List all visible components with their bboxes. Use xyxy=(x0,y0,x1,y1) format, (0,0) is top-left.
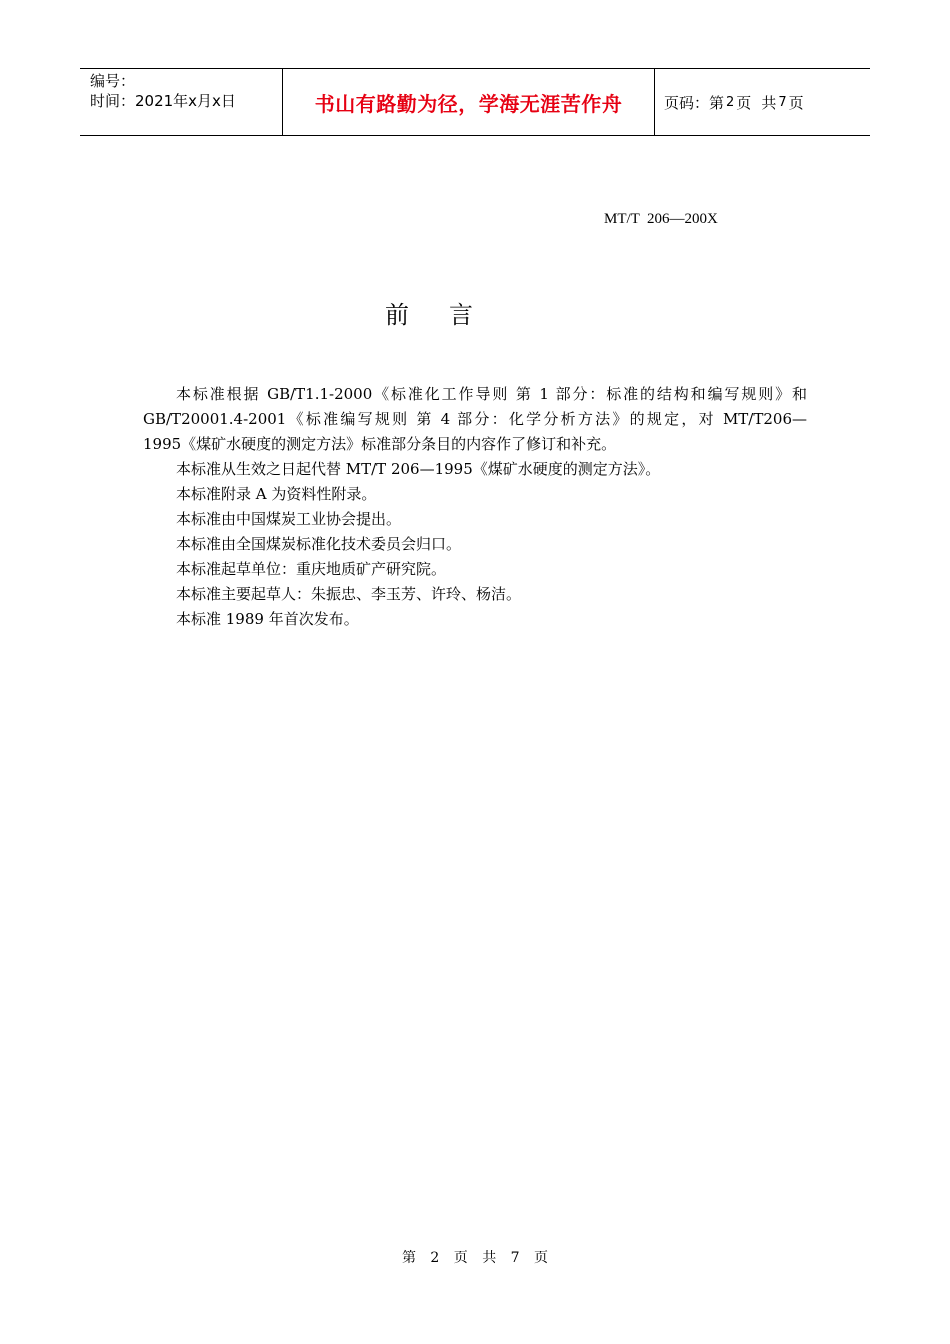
footer-suffix: 页 xyxy=(534,1250,549,1266)
footer-total-prefix: 共 xyxy=(482,1250,497,1266)
paragraph: 本标准由中国煤炭工业协会提出。 xyxy=(176,510,402,528)
paragraph: 本标准从生效之日起代替 MT/T 206—1995《煤矿水硬度的测定方法》。 xyxy=(176,460,661,478)
page-suffix: 页 xyxy=(788,93,804,112)
header-page-number xyxy=(655,69,870,135)
header-motto: 书山有路勤为径，学海无涯苦作舟 xyxy=(282,69,655,135)
paragraph-line: 本标准根据 GB/T1.1-2000《标准化工作导则 第 1 部分：标准的结构和编写规则》和 xyxy=(176,385,807,403)
page-current: 2 xyxy=(726,94,735,110)
paragraph: 本标准 1989 年首次发布。 xyxy=(176,610,359,628)
footer-total: 7 xyxy=(510,1250,520,1266)
paragraph-line: GB/T20001.4-2001《标准编写规则 第 4 部分：化学分析方法》的规定，对 MT/T206— xyxy=(143,410,807,428)
page-prefix: 页码：第 xyxy=(664,93,725,112)
footer-prefix: 第 xyxy=(401,1250,416,1266)
standard-code: MT/T 206—200X xyxy=(604,211,718,227)
page-mid: 页 xyxy=(736,93,752,112)
header-meta xyxy=(80,69,282,135)
paragraph: 本标准起草单位：重庆地质矿产研究院。 xyxy=(176,560,447,578)
page-footer xyxy=(0,1247,950,1267)
time-label: 时间：2021年x月x日 xyxy=(90,92,236,110)
footer-mid: 页 xyxy=(453,1250,468,1266)
paragraph: 本标准由全国煤炭标准化技术委员会归口。 xyxy=(176,535,462,553)
paragraph: 本标准主要起草人：朱振忠、李玉芳、许玲、杨洁。 xyxy=(176,585,522,603)
document-title: 前言 xyxy=(385,301,513,329)
paragraph: 本标准附录 A 为资料性附录。 xyxy=(176,485,377,503)
footer-current: 2 xyxy=(430,1250,440,1266)
document-body xyxy=(143,382,807,632)
page-header xyxy=(80,68,870,136)
paragraph-line: 1995《煤矿水硬度的测定方法》标准部分条目的内容作了修订和补充。 xyxy=(143,435,617,453)
number-label: 编号： xyxy=(90,72,136,90)
page-total-prefix: 共 xyxy=(761,93,777,112)
page-total: 7 xyxy=(778,94,787,110)
